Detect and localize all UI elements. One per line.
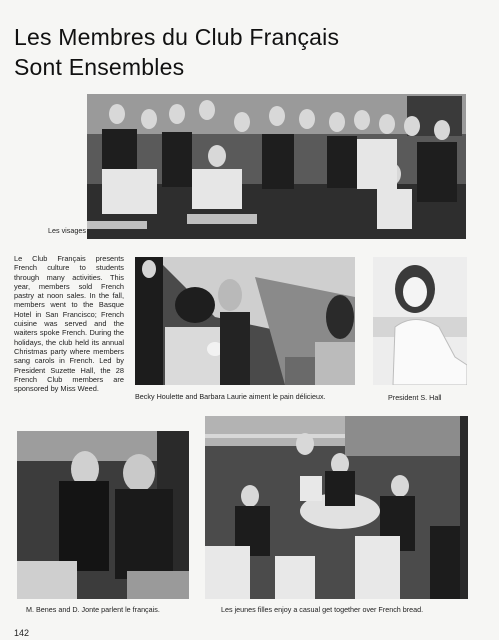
group-photo-image (87, 94, 466, 239)
benes-photo (17, 431, 189, 599)
bread-photo-caption: Les jeunes filles enjoy a casual get together over French bread. (221, 605, 424, 614)
page-title (14, 22, 339, 82)
group-photo-caption: Les visages (48, 226, 86, 235)
president-photo-caption: President S. Hall (388, 393, 442, 402)
pastry-photo-caption: Becky Houlette and Barbara Laurie aiment le pain délicieux. (135, 392, 326, 401)
bread-photo (205, 416, 468, 599)
pastry-photo-image (135, 257, 355, 385)
president-photo-image (373, 257, 467, 385)
page-number: 142 (14, 628, 30, 638)
pastry-photo (135, 257, 355, 385)
body-paragraph: Le Club Français presents French culture to students through many activities. This year, members sold French pastry at noon sales. In the fall, members went to the Basque Hotel in San Francisco; French cuisine was served and the waiters spoke French. During the holidays, the club held its annual Christmas party where members sang carols in French. Led by President Suzette Hall, the 28 French Club members are sponsored by Miss Weed. (14, 254, 124, 394)
benes-photo-image (17, 431, 189, 599)
president-photo (373, 257, 467, 385)
title-line-1: Les Membres du Club Français (14, 24, 340, 50)
benes-photo-caption: M. Benes and D. Jonte parlent le français. (26, 605, 160, 614)
bread-photo-image (205, 416, 468, 599)
group-photo (87, 94, 466, 239)
title-line-2: Sont Ensembles (14, 54, 185, 80)
